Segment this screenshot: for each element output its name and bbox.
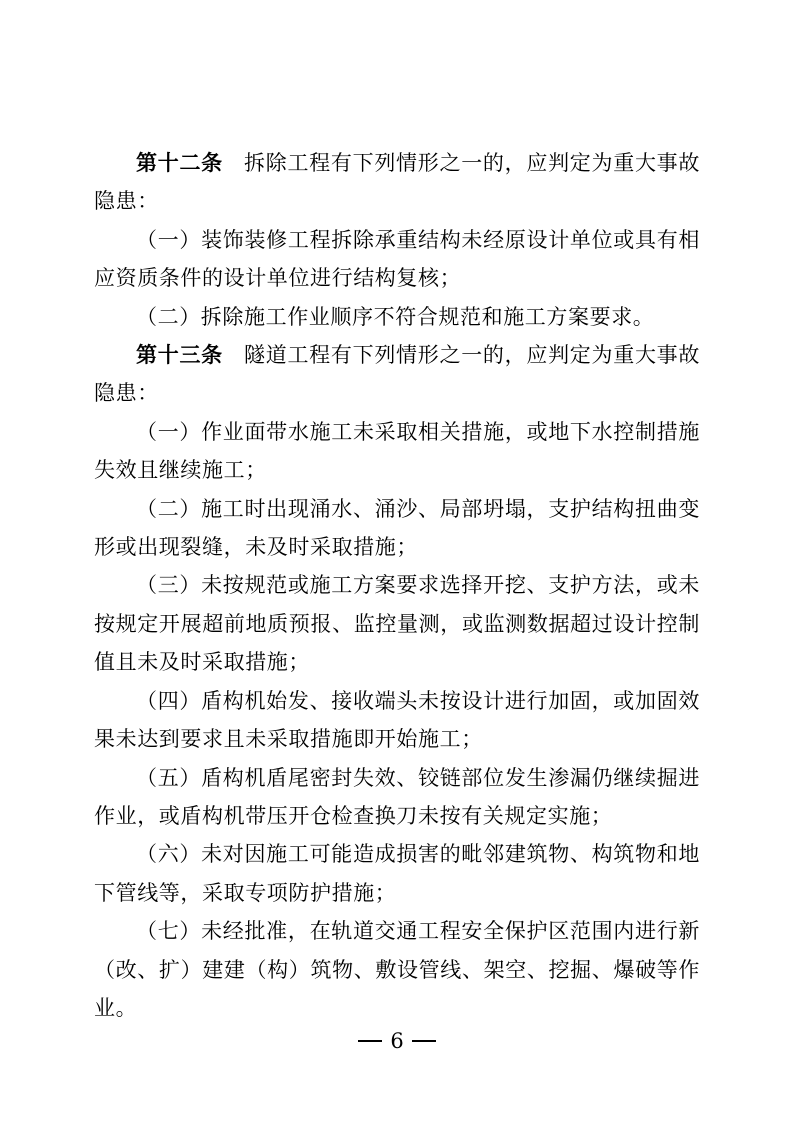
page-footer [0,1029,794,1053]
article-13-item-2: （二）施工时出现涌水、涌沙、局部坍塌，支护结构扭曲变形或出现裂缝，未及时采取措施； [94,496,700,560]
page-number: 6 [390,1029,404,1053]
article-13-item-1: （一）作业面带水施工未采取相关措施，或地下水控制措施失效且继续施工； [94,419,700,483]
article-13-title: 第十三条 [136,343,223,368]
footer-dash-right [412,1040,436,1042]
article-13-heading [94,336,700,413]
page-body [94,144,700,1027]
article-12-text: 拆除工程有下列情形之一的，应判定为重大事故隐患： [94,151,700,214]
article-12-title: 第十二条 [136,151,223,175]
article-12-item-1: （一）装饰装修工程拆除承重结构未经原设计单位或具有相应资质条件的设计单位进行结构复核； [94,227,700,291]
article-12-heading [94,144,700,221]
article-13-item-6: （六）未对因施工可能造成损害的毗邻建筑物、构筑物和地下管线等，采取专项防护措施； [94,842,700,905]
footer-dash-left [358,1040,382,1042]
article-13-item-3: （三）未按规范或施工方案要求选择开挖、支护方法，或未按规定开展超前地质预报、监控量测，或监测数据超过设计控制值且未及时采取措施； [94,573,700,675]
article-13-item-5: （五）盾构机盾尾密封失效、铰链部位发生渗漏仍继续掘进作业，或盾构机带压开仓检查换刀未按有关规定实施； [94,765,700,828]
article-12-item-2: （二）拆除施工作业顺序不符合规范和施工方案要求。 [136,304,655,329]
article-13-item-7: （七）未经批准，在轨道交通工程安全保护区范围内进行新（改、扩）建建（构）筑物、敷设管线、架空、挖掘、爆破等作业。 [94,919,700,1020]
article-13-text: 隧道工程有下列情形之一的，应判定为重大事故隐患： [94,343,700,406]
article-13-item-4: （四）盾构机始发、接收端头未按设计进行加固，或加固效果未达到要求且未采取措施即开始施工； [94,688,700,752]
